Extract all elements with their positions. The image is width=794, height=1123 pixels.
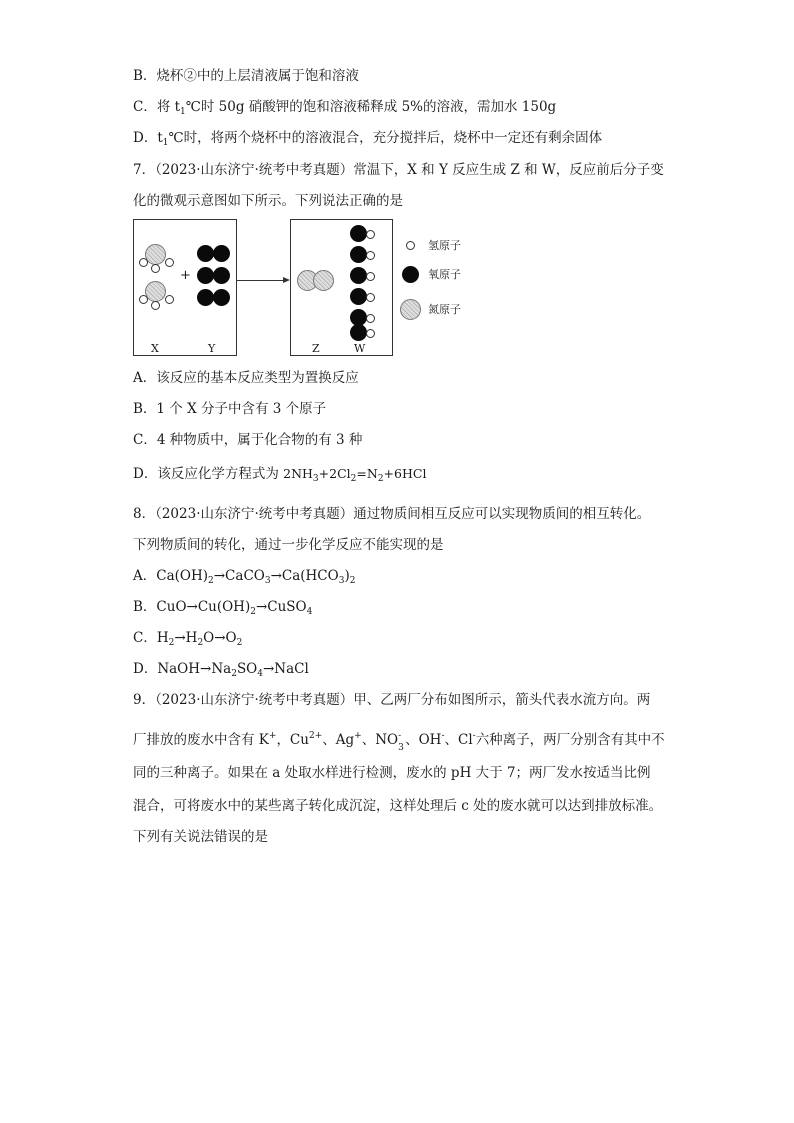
oxygen-atom: [197, 289, 214, 306]
nitrogen-atom: [145, 281, 166, 302]
legend-nitrogen-icon: [400, 299, 421, 320]
q9-stem-line-1: 9．（2023·山东济宁·统考中考真题）甲、乙两厂分布如图所示，箭头代表水流方向。两: [133, 692, 651, 708]
q9-stem-line-3: 同的三种离子。如果在 a 处取水样进行检测，废水的 pH 大于 7；两厂发水按适当比例: [133, 765, 651, 781]
legend-nitrogen-label: 氮原子: [428, 303, 461, 316]
oxygen-atom: [213, 245, 230, 262]
q6-option-b: B．烧杯②中的上层清液属于饱和溶液: [133, 68, 359, 84]
oxygen-atom: [213, 267, 230, 284]
q7-stem-line-1: 7．（2023·山东济宁·统考中考真题）常温下，X 和 Y 反应生成 Z 和 W，反应前后分子变: [133, 162, 664, 178]
q7-option-c: C．4 种物质中，属于化合物的有 3 种: [133, 432, 363, 448]
label-z: Z: [312, 342, 320, 355]
chemical-equation: $2NH_3+2Cl_2=N_2+6HCl$: [283, 466, 427, 484]
q8-option-a: A．$Ca(OH)_2\to CaCO_3\to Ca(HCO_3)_2$: [133, 568, 356, 586]
product-box: [290, 219, 393, 356]
hydrogen-atom: [139, 295, 148, 304]
q7-option-a: A．该反应的基本反应类型为置换反应: [133, 370, 359, 386]
q7-stem-line-2: 化的微观示意图如下所示。下列说法正确的是: [133, 193, 403, 209]
arrow-head-icon: [283, 277, 290, 283]
hydrogen-atom: [366, 329, 375, 338]
plus-sign: +: [180, 268, 191, 283]
hydrogen-atom: [366, 293, 375, 302]
oxygen-atom: [350, 225, 367, 242]
oxygen-atom: [350, 288, 367, 305]
hydrogen-atom: [366, 230, 375, 239]
hydrogen-atom: [366, 251, 375, 260]
label-x: X: [151, 342, 159, 355]
hydrogen-atom: [366, 314, 375, 323]
nitrogen-atom: [313, 270, 334, 291]
label-y: Y: [208, 342, 216, 355]
oxygen-atom: [197, 267, 214, 284]
legend-hydrogen-icon: [406, 241, 415, 250]
oxygen-atom: [350, 246, 367, 263]
oxygen-atom: [350, 267, 367, 284]
hydrogen-atom: [165, 295, 174, 304]
oxygen-atom: [350, 324, 367, 341]
q6-option-c: C．将 $t_1℃$时 50g 硝酸钾的饱和溶液稀释成 5%的溶液，需加水 150g: [133, 99, 557, 117]
q6-option-d: D．$t_1℃$时，将两个烧杯中的溶液混合，充分搅拌后，烧杯中一定还有剩余固体: [133, 130, 603, 148]
q8-option-c: C．$H_2\to H_2O\to O_2$: [133, 630, 243, 648]
oxygen-atom: [197, 245, 214, 262]
hydrogen-atom: [366, 272, 375, 281]
hydrogen-atom: [151, 264, 160, 273]
hydrogen-atom: [139, 258, 148, 267]
reactant-box: [133, 219, 237, 356]
label-w: W: [354, 342, 366, 355]
q8-option-b: B．$CuO\to Cu(OH)_2\to CuSO_4$: [133, 599, 313, 617]
q7-option-d: D．该反应化学方程式为 $2NH_3+2Cl_2=N_2+6HCl$: [133, 466, 427, 484]
q8-stem-line-2: 下列物质间的转化，通过一步化学反应不能实现的是: [133, 537, 444, 553]
q7-option-b: B．1 个 X 分子中含有 3 个原子: [133, 401, 327, 417]
q9-stem-line-5: 下列有关说法错误的是: [133, 829, 268, 845]
legend-oxygen-label: 氧原子: [428, 268, 461, 281]
q8-stem-line-1: 8．（2023·山东济宁·统考中考真题）通过物质间相互反应可以实现物质间的相互转化。: [133, 506, 651, 522]
q9-stem-line-4: 混合，可将废水中的某些离子转化成沉淀，这样处理后 c 处的废水就可以达到排放标准。: [133, 798, 663, 814]
hydrogen-atom: [165, 258, 174, 267]
nitrogen-atom: [145, 244, 166, 265]
legend-hydrogen-label: 氢原子: [428, 239, 461, 252]
q9-stem-line-2: 厂排放的废水中含有 K+，$Cu^{2+}$、Ag+、NO - 3 、OH-、Cl-六种离子，两厂分别含有其中不: [133, 730, 665, 753]
legend-oxygen-icon: [402, 266, 419, 283]
hydrogen-atom: [151, 301, 160, 310]
reaction-arrow: [236, 280, 284, 281]
oxygen-atom: [213, 289, 230, 306]
q8-option-d: D．$NaOH\to Na_2SO_4\to NaCl$: [133, 661, 309, 679]
